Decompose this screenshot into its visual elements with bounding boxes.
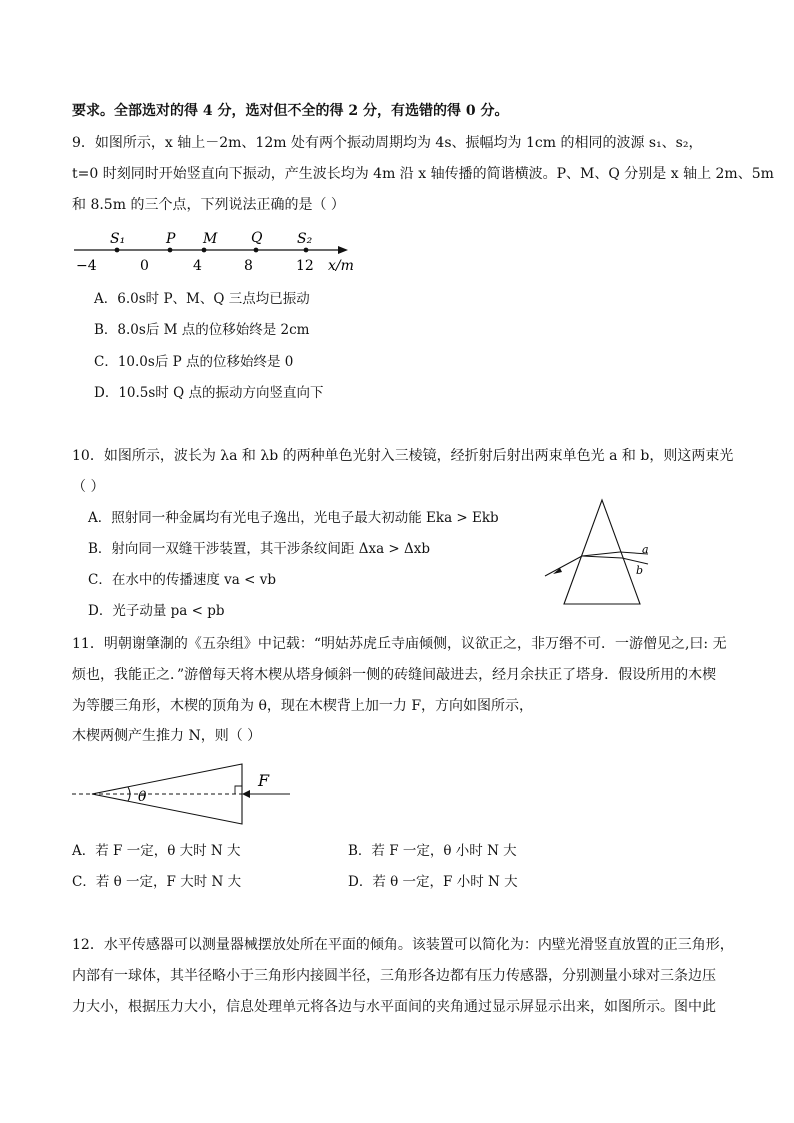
q11-wedge-figure [70, 758, 300, 830]
q11-option-c: C．若 θ 一定，F 大时 N 大 [72, 874, 242, 890]
s1-point [115, 248, 120, 253]
ray-b-label: b [636, 564, 644, 577]
q11-text-line1: 11．明朝谢肇淛的《五杂组》中记载：“明姑苏虎丘寺庙倾侧，议欲正之，非万缗不可．一游僧见之,曰: 无 [72, 636, 727, 652]
q10-option-b: B．射向同一双缝干涉装置，其干涉条纹间距 Δxa > Δxb [88, 541, 431, 557]
q9-option-c: C．10.0s后 P 点的位移始终是 0 [94, 354, 294, 370]
q10-text-line2: （ ） [72, 479, 105, 495]
tick-label: 0 [140, 258, 149, 274]
q12-text-line2: 内部有一球体，其半径略小于三角形内接圆半径，三角形各边都有压力传感器，分别测量小球对三条边压 [72, 968, 716, 984]
q12-text-line1: 12．水平传感器可以测量器械摆放处所在平面的倾角。该装置可以简化为：内壁光滑竖直放置的正三角形， [72, 937, 734, 953]
theta-label: θ [138, 789, 147, 805]
q10-text-line1: 10．如图所示，波长为 λa 和 λb 的两种单色光射入三棱镜，经折射后射出两束单色光 a 和 b，则这两束光 [72, 448, 734, 464]
section-requirement: 要求。全部选对的得 4 分，选对但不全的得 2 分，有选错的得 0 分。 [72, 103, 509, 119]
q10-option-d: D．光子动量 pa < pb [88, 603, 225, 619]
tick-label: 4 [193, 258, 202, 274]
q9-number-line-figure [66, 226, 366, 274]
q10-option-c: C．在水中的传播速度 va < vb [88, 572, 276, 588]
ray-a-label: a [642, 543, 649, 556]
p-point [168, 248, 173, 253]
q-label: Q [251, 230, 263, 246]
tick-label: 8 [244, 258, 253, 274]
q-point [254, 248, 259, 253]
q10-prism-figure [540, 496, 670, 611]
q11-text-line3: 为等腰三角形，木楔的顶角为 θ，现在木楔背上加一力 F，方向如图所示， [72, 698, 534, 714]
prism-triangle [564, 500, 640, 604]
m-point [202, 248, 207, 253]
q10-option-a: A．照射同一种金属均有光电子逸出，光电子最大初动能 Eka > Ekb [88, 510, 499, 526]
q9-option-d: D．10.5s时 Q 点的振动方向竖直向下 [94, 385, 324, 401]
q9-text-line3: 和 8.5m 的三个点，下列说法正确的是（ ） [72, 197, 345, 213]
s2-label: S₂ [297, 231, 313, 247]
p-label: P [166, 231, 176, 247]
q9-option-b: B．8.0s后 M 点的位移始终是 2cm [94, 322, 310, 338]
m-label: M [203, 231, 218, 247]
q9-text-line2: t=0 时刻同时开始竖直向下振动，产生波长均为 4m 沿 x 轴传播的简谐横波。P、M、Q 分别是 x 轴上 2m、5m [72, 166, 774, 182]
s1-label: S₁ [110, 231, 126, 247]
q11-text-line2: 烦也，我能正之．”游僧每天将木楔从塔身倾斜一侧的砖缝间敲进去，经月余扶正了塔身．假设所用的木楔 [72, 667, 717, 683]
q11-option-a: A．若 F 一定，θ 大时 N 大 [72, 843, 241, 859]
q9-text-line1: 9．如图所示，x 轴上－2m、12m 处有两个振动周期均为 4s、振幅均为 1cm 的相同的波源 s₁、s₂， [72, 135, 703, 151]
q11-option-d: D．若 θ 一定，F 小时 N 大 [348, 874, 518, 890]
force-label: F [258, 771, 270, 790]
axis-label: x/m [328, 258, 354, 274]
q11-text-line4: 木楔两侧产生推力 N，则（ ） [72, 728, 262, 744]
q9-option-a: A．6.0s时 P、M、Q 三点均已振动 [94, 291, 310, 307]
q11-option-b: B．若 F 一定，θ 小时 N 大 [348, 843, 517, 859]
tick-label: 12 [296, 258, 314, 274]
s2-point [304, 248, 309, 253]
q12-text-line3: 力大小，根据压力大小，信息处理单元将各边与水平面间的夹角通过显示屏显示出来，如图所示。图中此 [72, 999, 716, 1015]
tick-label: −4 [76, 258, 97, 274]
